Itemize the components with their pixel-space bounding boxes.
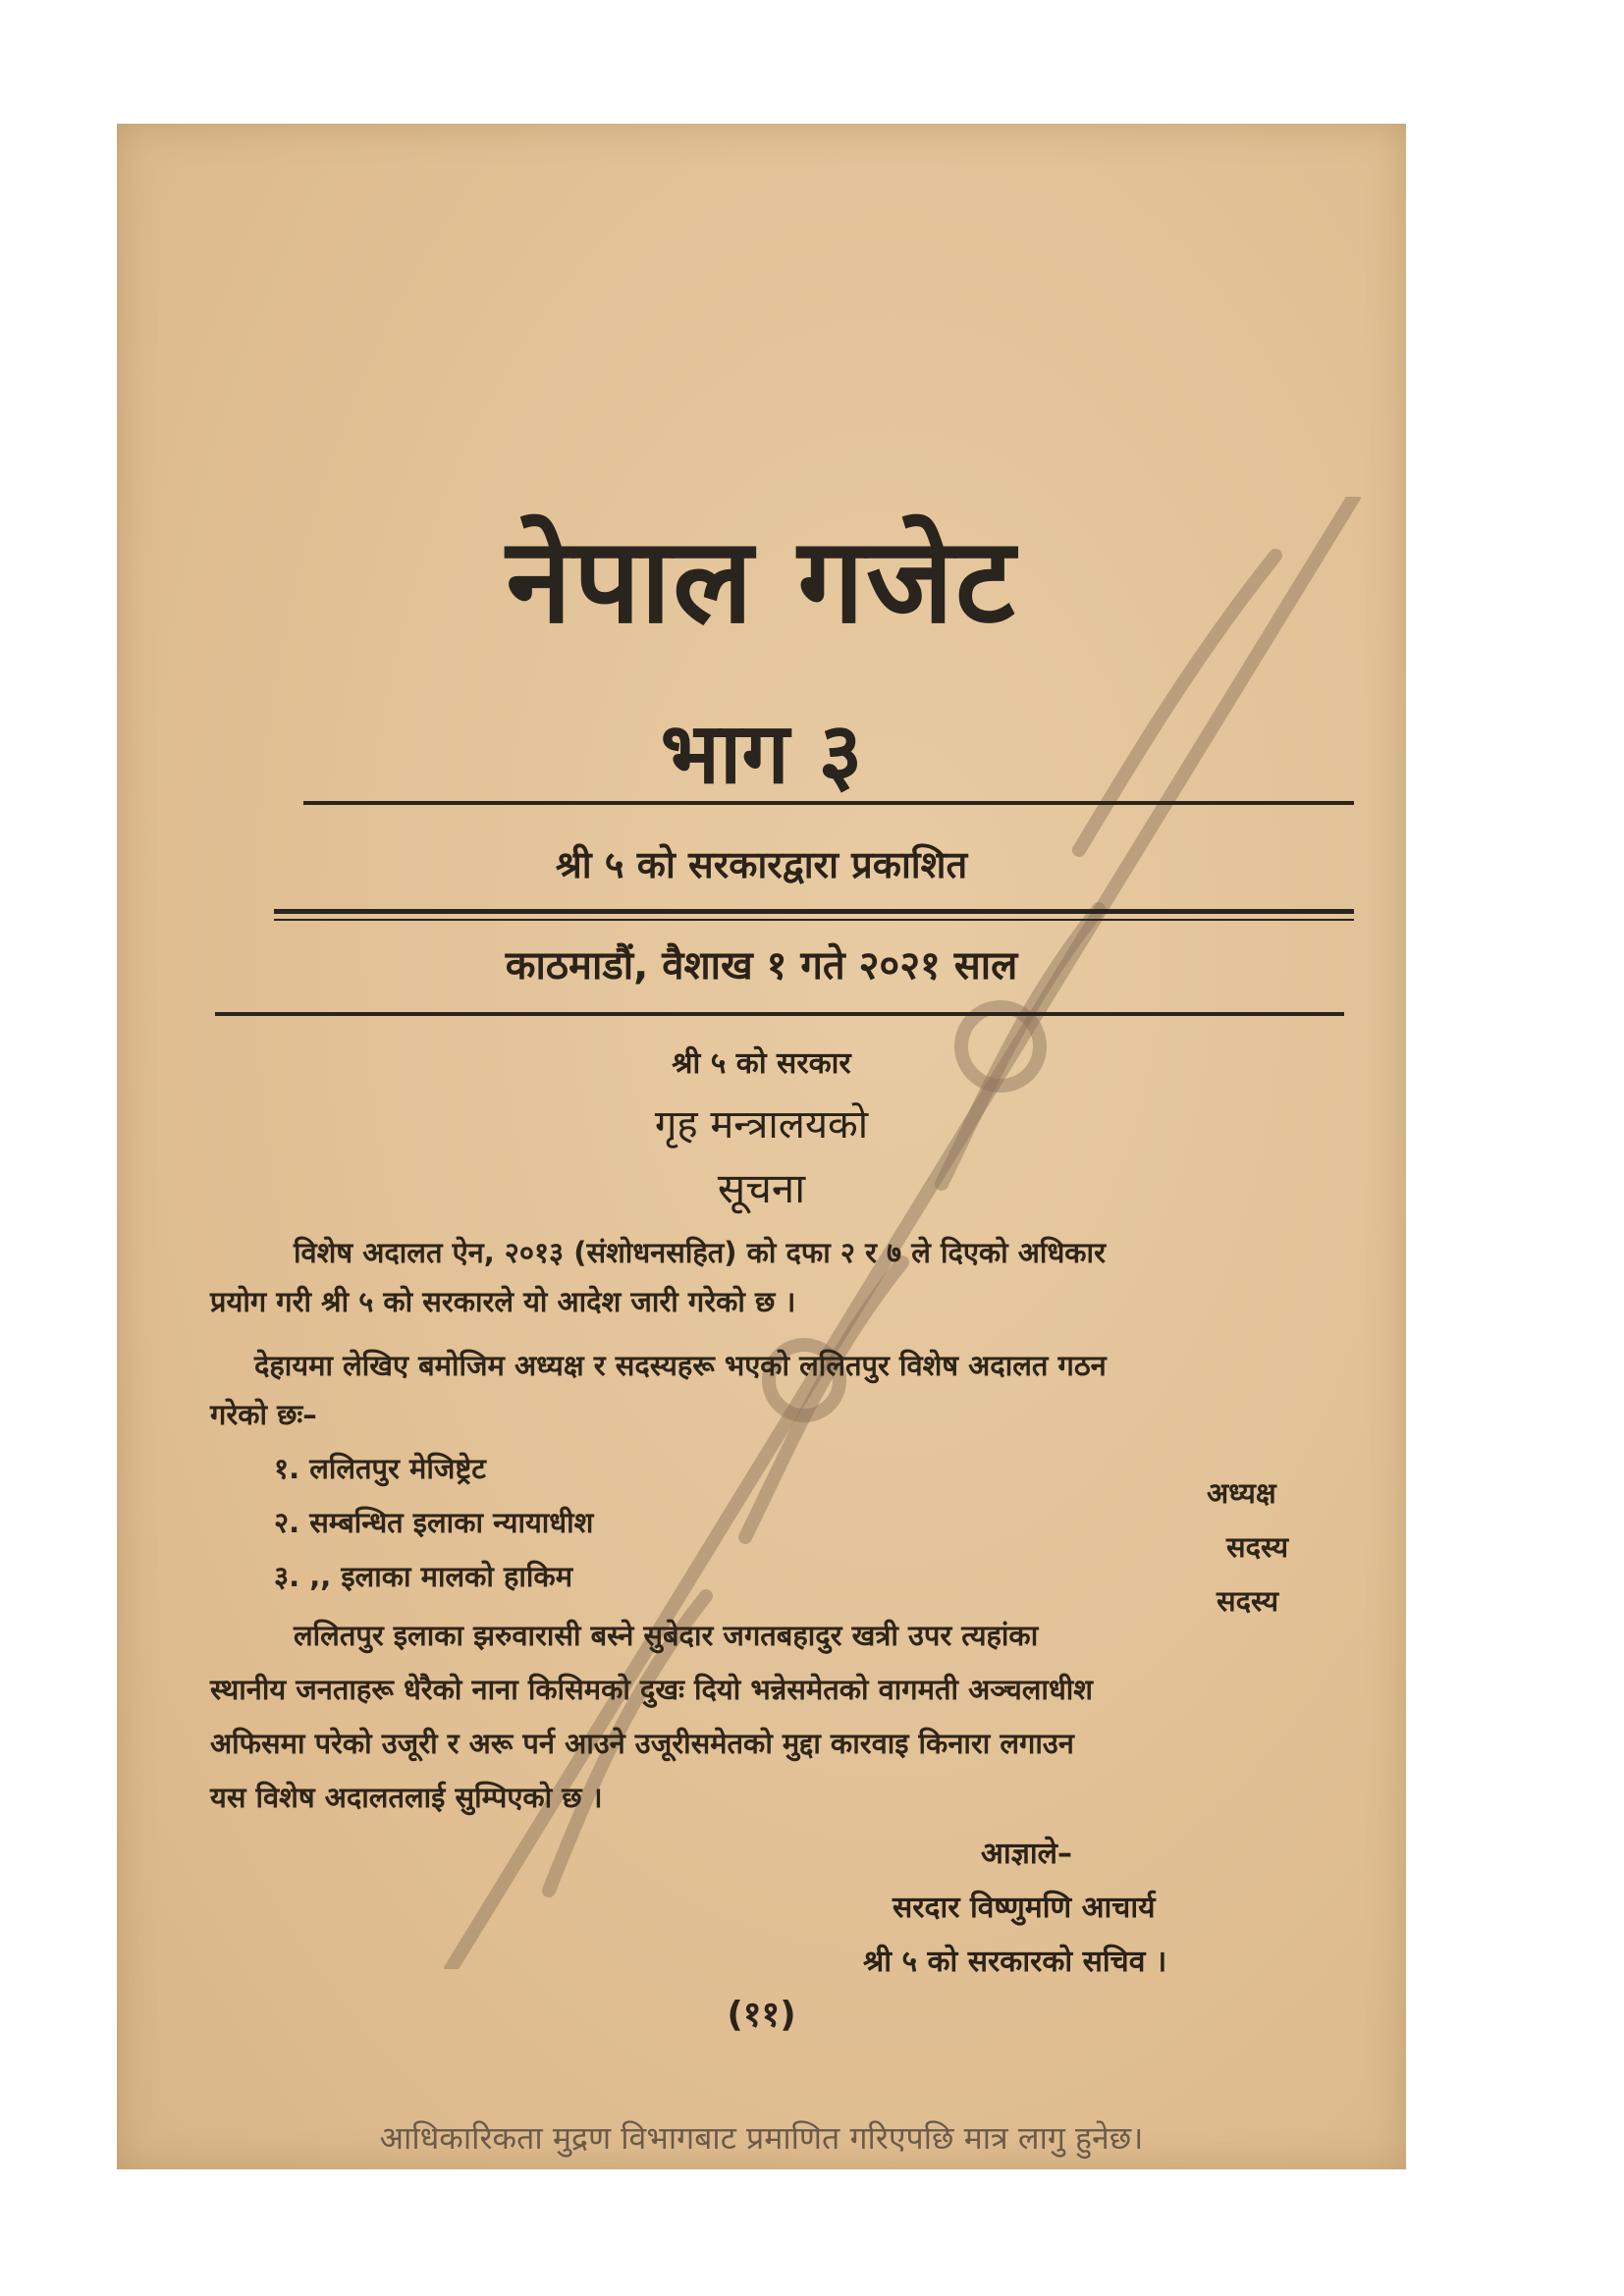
member-item: १. ललितपुर मेजिष्ट्रेट — [274, 1452, 486, 1485]
member-role: अध्यक्ष — [1207, 1476, 1276, 1510]
member-role: सदस्य — [1217, 1584, 1279, 1618]
gazette-part: भाग ३ — [660, 705, 863, 803]
paragraph-line: गरेको छः– — [210, 1398, 317, 1431]
signatory-name: सरदार विष्णुमणि आचार्य — [893, 1891, 1156, 1925]
paragraph-line: ललितपुर इलाका झरुवारासी बस्ने सुबेदार जगतबहादुर खत्री उपर त्यहांका — [294, 1619, 1039, 1652]
government-heading: श्री ५ को सरकार — [672, 1046, 851, 1081]
member-role: सदस्य — [1226, 1530, 1289, 1564]
footer-note: आधिकारिकता मुद्रण विभागबाट प्रमाणित गरिएपछि मात्र लागु हुनेछ। — [379, 2119, 1144, 2157]
paragraph-line: अफिसमा परेको उजूरी र अरू पर्न आउने उजूरीसमेतको मुद्दा कारवाइ किनारा लगाउन — [210, 1727, 1074, 1760]
divider-rule — [274, 919, 1354, 921]
gazette-title: नेपाल गजेट — [506, 513, 1017, 650]
divider-rule — [274, 909, 1354, 914]
notice-heading: सूचना — [717, 1164, 806, 1212]
paragraph-line: यस विशेष अदालतलाई सुम्पिएको छ । — [210, 1781, 603, 1814]
paragraph-line: स्थानीय जनताहरू धेरैको नाना किसिमको दुखः दियो भन्नेसमेतको वागमती अञ्चलाधीश — [210, 1673, 1094, 1706]
signatory-designation: श्री ५ को सरकारको सचिव । — [863, 1945, 1167, 1979]
by-order-label: आज्ञाले– — [981, 1837, 1072, 1871]
publisher-line: श्री ५ को सरकारद्वारा प्रकाशित — [555, 843, 968, 886]
page-number: (११) — [727, 1995, 796, 2035]
gazette-page — [117, 124, 1406, 2169]
dateline: काठमाडौं, वैशाख १ गते २०२१ साल — [505, 943, 1018, 988]
paragraph-line: विशेष अदालत ऐन, २०१३ (संशोधनसहित) को दफा २ र ७ ले दिएको अधिकार — [294, 1236, 1106, 1269]
divider-rule — [215, 1012, 1344, 1016]
member-item: ३. ,, इलाका मालको हाकिम — [274, 1560, 573, 1593]
paragraph-line: देहायमा लेखिए बमोजिम अध्यक्ष र सदस्यहरू भएको ललितपुर विशेष अदालत गठन — [254, 1349, 1107, 1382]
ministry-heading: गृह मन्त्रालयको — [654, 1102, 869, 1148]
paragraph-line: प्रयोग गरी श्री ५ को सरकारले यो आदेश जारी गरेको छ । — [210, 1285, 796, 1318]
member-item: २. सम्बन्धित इलाका न्यायाधीश — [274, 1506, 594, 1539]
divider-rule — [303, 801, 1354, 805]
